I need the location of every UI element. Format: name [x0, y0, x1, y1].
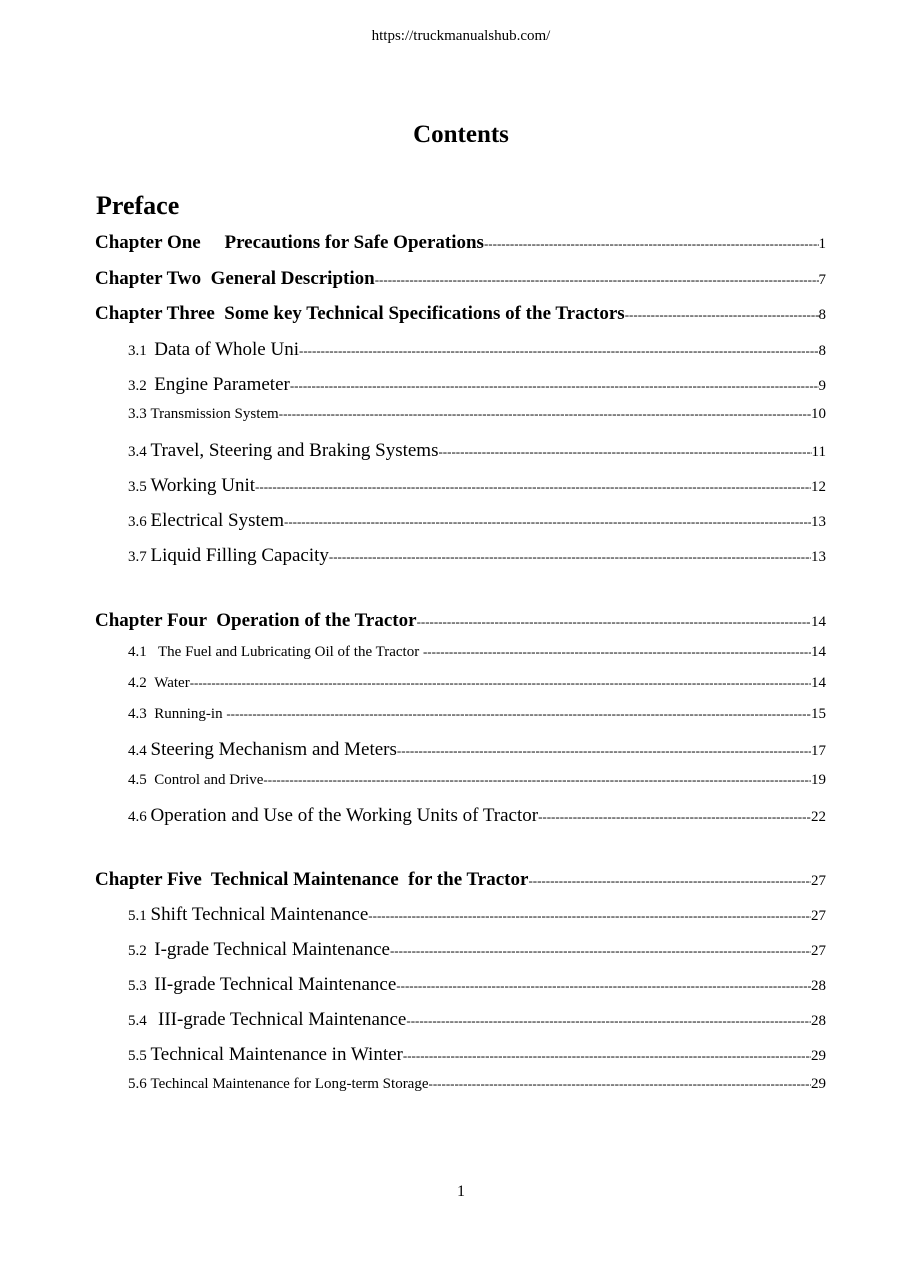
toc-leader-dots [423, 644, 811, 660]
toc-section-4-2[interactable] [128, 675, 826, 692]
toc-leader-dots [190, 675, 811, 691]
toc-section-number: 4.3 [128, 706, 155, 722]
toc-leader-dots [226, 706, 811, 722]
toc-page-number: 27 [811, 908, 826, 924]
toc-section-3-6[interactable] [128, 510, 826, 532]
toc-page-number: 13 [811, 514, 826, 530]
toc-leader-dots [528, 873, 811, 889]
page-number: 1 [457, 1183, 465, 1200]
toc-page-number: 9 [818, 378, 826, 394]
toc-entry-label: Transmission System [150, 406, 279, 422]
toc-entry-label: Chapter Four Operation of the Tractor [95, 610, 417, 631]
toc-page-number: 11 [811, 444, 826, 460]
toc-entry-label: III-grade Technical Maintenance [158, 1009, 407, 1030]
toc-leader-dots [290, 378, 819, 394]
toc-page-number: 8 [818, 307, 826, 323]
toc-page-number: 27 [811, 943, 826, 959]
toc-section-number: 5.6 [128, 1076, 151, 1092]
toc-entry-label: Water [154, 675, 190, 691]
toc-page-number: 8 [818, 343, 826, 359]
toc-section-4-4[interactable] [128, 739, 826, 761]
toc-entry-label: I-grade Technical Maintenance [154, 939, 390, 960]
toc-page-number: 19 [811, 772, 826, 788]
toc-page-number: 1 [818, 236, 826, 252]
toc-section-number: 4.4 [128, 743, 151, 759]
toc-section-5-6[interactable] [128, 1076, 826, 1093]
toc-section-number: 3.1 [128, 343, 155, 359]
preface-heading: Preface [96, 191, 180, 220]
toc-leader-dots [429, 1076, 812, 1092]
toc-entry-label: Liquid Filling Capacity [150, 545, 329, 566]
page-title: Contents [413, 121, 509, 148]
toc-entry-label: Techincal Maintenance for Long-term Storage [150, 1076, 429, 1092]
toc-section-number: 4.5 [128, 772, 155, 788]
toc-section-number: 5.3 [128, 978, 155, 994]
toc-section-5-5[interactable] [128, 1044, 826, 1066]
header-url: https://truckmanualshub.com/ [371, 28, 551, 44]
toc-entry-label: Engine Parameter [154, 374, 290, 395]
toc-section-3-5[interactable] [128, 475, 826, 497]
toc-section-4-1[interactable] [128, 644, 826, 661]
toc-section-5-2[interactable] [128, 939, 826, 961]
toc-page-number: 7 [818, 272, 826, 288]
toc-leader-dots [397, 743, 811, 759]
toc-page-number: 14 [811, 614, 826, 630]
toc-chapter-five[interactable] [95, 869, 826, 891]
toc-section-number: 3.5 [128, 479, 151, 495]
toc-page-number: 10 [811, 406, 826, 422]
toc-section-number: 4.1 [128, 644, 158, 660]
toc-entry-label: Operation and Use of the Working Units of Tractor [150, 805, 539, 826]
toc-entry-label: Shift Technical Maintenance [150, 904, 369, 925]
toc-page-number: 28 [811, 978, 826, 994]
toc-page-number: 22 [811, 809, 826, 825]
toc-section-number: 5.4 [128, 1013, 158, 1029]
toc-leader-dots [625, 307, 819, 323]
toc-section-3-7[interactable] [128, 545, 826, 567]
toc-entry-label: Working Unit [150, 475, 256, 496]
toc-page-number: 12 [811, 479, 826, 495]
toc-chapter-one[interactable] [95, 232, 826, 254]
toc-section-3-3[interactable] [128, 406, 826, 423]
toc-page-number: 28 [811, 1013, 826, 1029]
toc-leader-dots [390, 943, 811, 959]
toc-leader-dots [538, 809, 811, 825]
toc-chapter-four[interactable] [95, 610, 826, 632]
toc-leader-dots [329, 549, 811, 565]
toc-leader-dots [299, 343, 819, 359]
toc-page-number: 15 [811, 706, 826, 722]
toc-section-4-5[interactable] [128, 772, 826, 789]
toc-entry-label: Chapter Three Some key Technical Specifications of the Tractors [95, 303, 625, 324]
toc-entry-label: The Fuel and Lubricating Oil of the Tractor [158, 644, 423, 660]
toc-leader-dots [263, 772, 811, 788]
toc-entry-label: Control and Drive [154, 772, 264, 788]
toc-section-number: 4.6 [128, 809, 151, 825]
toc-page-number: 29 [811, 1076, 826, 1092]
toc-leader-dots [375, 272, 819, 288]
toc-section-3-1[interactable] [128, 339, 826, 361]
toc-leader-dots [396, 978, 811, 994]
toc-page-number: 14 [811, 675, 826, 691]
toc-entry-label: Electrical System [150, 510, 284, 531]
toc-section-3-2[interactable] [128, 374, 826, 396]
toc-section-number: 3.7 [128, 549, 151, 565]
toc-page-number: 27 [811, 873, 826, 889]
toc-section-number: 5.1 [128, 908, 151, 924]
toc-page-number: 13 [811, 549, 826, 565]
toc-page-number: 14 [811, 644, 826, 660]
toc-section-number: 3.4 [128, 444, 151, 460]
toc-section-number: 5.5 [128, 1048, 151, 1064]
toc-chapter-three[interactable] [95, 303, 826, 325]
toc-section-number: 3.6 [128, 514, 151, 530]
toc-section-4-6[interactable] [128, 805, 826, 827]
toc-leader-dots [403, 1048, 811, 1064]
toc-entry-label: Chapter Two General Description [95, 268, 375, 289]
toc-entry-label: II-grade Technical Maintenance [154, 974, 397, 995]
toc-entry-label: Technical Maintenance in Winter [150, 1044, 403, 1065]
toc-section-5-4[interactable] [128, 1009, 826, 1031]
toc-page-number: 29 [811, 1048, 826, 1064]
toc-entry-label: Steering Mechanism and Meters [150, 739, 397, 760]
toc-section-3-4[interactable] [128, 440, 826, 462]
toc-section-5-1[interactable] [128, 904, 826, 926]
toc-leader-dots [255, 479, 811, 495]
toc-section-4-3[interactable] [128, 706, 826, 723]
toc-entry-label: Data of Whole Uni [154, 339, 299, 360]
toc-leader-dots [368, 908, 811, 924]
toc-chapter-two[interactable] [95, 268, 826, 290]
toc-leader-dots [406, 1013, 811, 1029]
toc-section-number: 4.2 [128, 675, 155, 691]
toc-leader-dots [484, 236, 819, 252]
toc-section-number: 5.2 [128, 943, 155, 959]
toc-entry-label: Chapter One Precautions for Safe Operations [95, 232, 484, 253]
toc-page-number: 17 [811, 743, 826, 759]
toc-entry-label: Chapter Five Technical Maintenance for the Tractor [95, 869, 529, 890]
toc-leader-dots [279, 406, 811, 422]
toc-section-number: 3.2 [128, 378, 155, 394]
toc-entry-label: Travel, Steering and Braking Systems [150, 440, 439, 461]
toc-section-5-3[interactable] [128, 974, 826, 996]
toc-entry-label: Running-in [154, 706, 227, 722]
toc-leader-dots [417, 614, 811, 630]
toc-leader-dots [438, 444, 811, 460]
toc-section-number: 3.3 [128, 406, 151, 422]
toc-leader-dots [284, 514, 811, 530]
